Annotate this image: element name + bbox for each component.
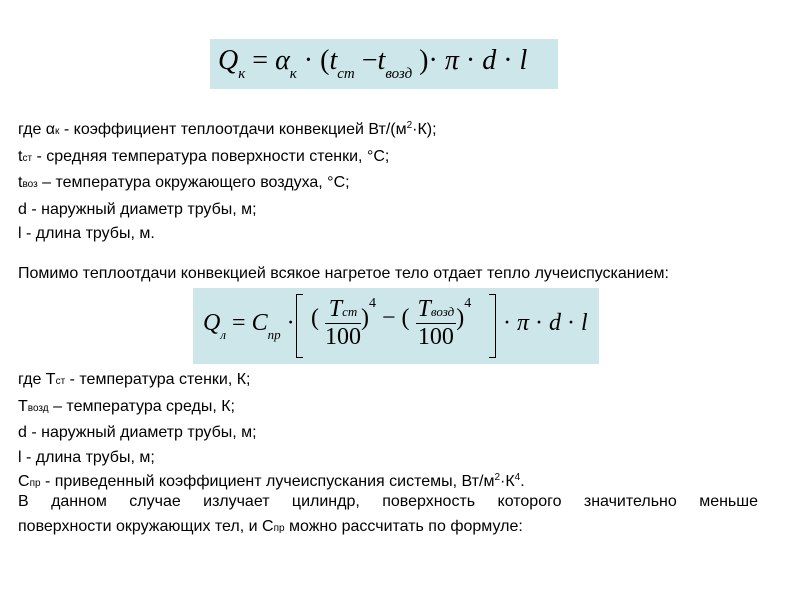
dot-operator: · bbox=[535, 310, 544, 336]
subscript-vozd: возд bbox=[385, 66, 413, 82]
legend-line: l - длина трубы, м; bbox=[18, 448, 155, 466]
formula-radiation-bracket-content bbox=[311, 296, 471, 351]
equals-sign: = bbox=[252, 45, 269, 76]
left-paren: ( bbox=[311, 305, 319, 332]
dot-operator: · bbox=[503, 45, 513, 76]
symbol-t: t bbox=[329, 45, 338, 76]
symbol-pi: π bbox=[444, 45, 459, 76]
minus-sign: − bbox=[361, 45, 378, 76]
legend-convection bbox=[18, 118, 437, 247]
intro-radiation: Помимо теплоотдачи конвекцией всякое нагретое тело отдает тепло лучеиспусканием: bbox=[18, 265, 669, 282]
symbol-c: C bbox=[251, 310, 268, 336]
fraction-t-st bbox=[325, 296, 361, 351]
symbol-pi: π bbox=[517, 310, 530, 336]
subscript-vozd: возд bbox=[430, 304, 455, 319]
subscript-st: ст bbox=[337, 66, 355, 82]
subscript-pr: пр bbox=[267, 327, 281, 342]
minus-sign: − bbox=[382, 305, 396, 332]
exponent-4: 4 bbox=[369, 296, 376, 312]
symbol-l: l bbox=[581, 310, 588, 336]
subscript-k: к bbox=[238, 66, 246, 82]
symbol-t-upper: T bbox=[417, 296, 431, 322]
denominator-100: 100 bbox=[325, 324, 361, 350]
formula-radiation-right bbox=[503, 310, 588, 337]
dot-operator: · bbox=[567, 310, 576, 336]
legend-radiation bbox=[18, 368, 525, 497]
denominator-100: 100 bbox=[417, 324, 454, 350]
dot-operator: · bbox=[428, 45, 438, 76]
formula-convection-expression bbox=[218, 45, 528, 82]
symbol-t-upper: T bbox=[328, 296, 343, 322]
legend-line: tвоз – температура окружающего воздуха, °С; bbox=[18, 174, 350, 191]
symbol-d: d bbox=[549, 310, 562, 336]
subscript-k: к bbox=[289, 66, 297, 82]
dot-operator: · bbox=[286, 310, 295, 336]
right-paren: ) bbox=[361, 305, 369, 332]
legend-line: d - наружный диаметр трубы, м; bbox=[18, 424, 257, 441]
symbol-d: d bbox=[482, 45, 497, 76]
legend-line: где αк - коэффициент теплоотдачи конвекцией $Вт/(м^2\cdot К)$; bbox=[18, 120, 437, 138]
subscript-st: ст bbox=[342, 304, 358, 319]
legend-line: Cпр - приведенный коэффициент лучеиспускания системы, $Вт/м^2\cdot К^4$. bbox=[18, 472, 525, 490]
formula-radiation-left bbox=[203, 310, 295, 342]
symbol-q: Q bbox=[203, 310, 221, 336]
right-bracket bbox=[489, 294, 496, 358]
symbol-q: Q bbox=[218, 45, 239, 76]
formula-convection bbox=[210, 39, 558, 89]
fraction-t-vozd bbox=[416, 296, 457, 351]
right-paren: ) bbox=[419, 45, 429, 76]
legend-line: d - наружный диаметр трубы, м; bbox=[18, 200, 257, 218]
left-paren: ( bbox=[401, 305, 410, 332]
legend-line: Tвозд – температура среды, К; bbox=[18, 397, 235, 415]
subscript-l: л bbox=[220, 327, 227, 342]
legend-line: tст - средняя температура поверхности стенки, °С; bbox=[18, 147, 390, 165]
left-paren: ( bbox=[320, 45, 330, 76]
exponent-4: 4 bbox=[464, 296, 472, 312]
dot-operator: · bbox=[465, 45, 476, 76]
closing-paragraph bbox=[18, 490, 758, 541]
closing-line-1: В данном случае излучает цилиндр, поверхность которого значительно меньше bbox=[18, 493, 758, 510]
closing-line-2: поверхности окружающих тел, и Спр можно рассчитать по формуле: bbox=[18, 517, 523, 535]
legend-line: где Tст - температура стенки, К; bbox=[18, 371, 251, 388]
symbol-l: l bbox=[519, 45, 528, 76]
symbol-alpha: α bbox=[275, 45, 290, 76]
legend-line: l - длина трубы, м. bbox=[18, 225, 155, 242]
symbol-t: t bbox=[377, 45, 386, 76]
formula-radiation bbox=[193, 288, 599, 364]
left-bracket bbox=[296, 294, 303, 358]
equals-sign: = bbox=[232, 310, 246, 336]
dot-operator: · bbox=[503, 310, 511, 336]
right-paren: ) bbox=[456, 305, 465, 332]
dot-operator: · bbox=[303, 45, 314, 76]
